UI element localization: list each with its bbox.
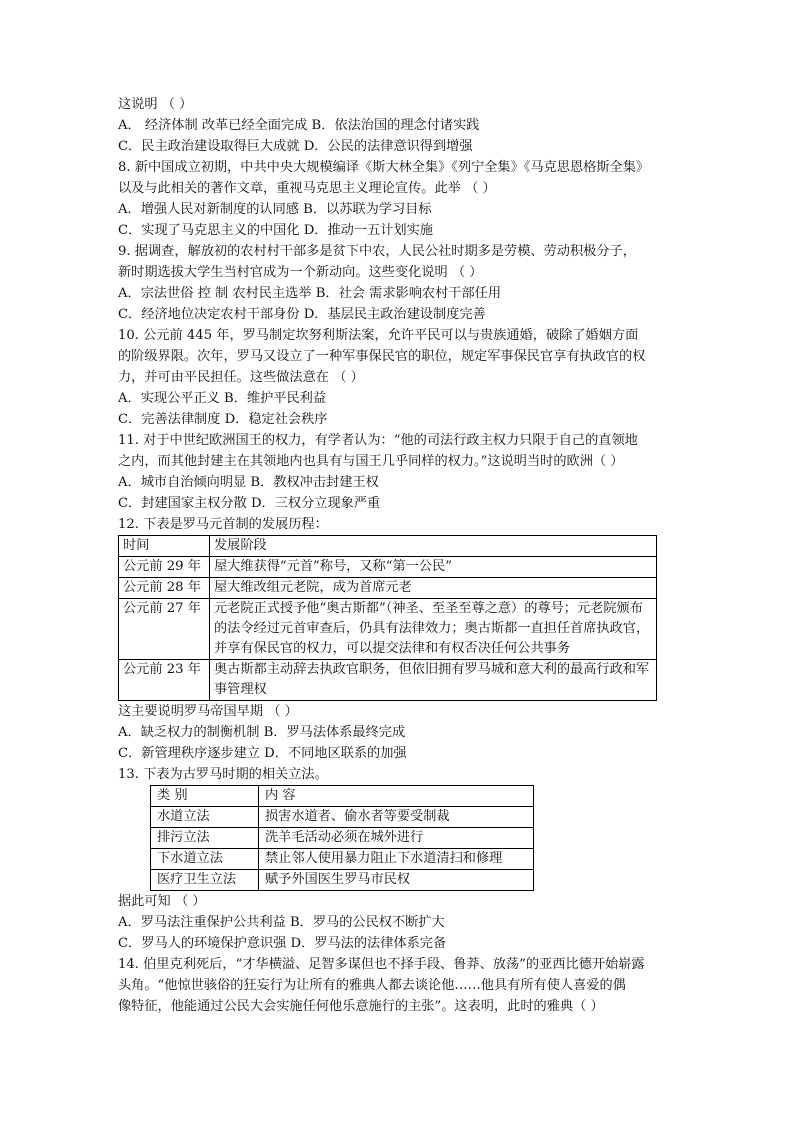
- text-line: 头角。“他惊世骇俗的狂妄行为让所有的雅典人都去谈论他……他具有所有使人喜爱的偶: [118, 978, 626, 993]
- text-line: 据此可知 （ ）: [118, 894, 206, 909]
- table-header-cell: 时间: [119, 536, 210, 557]
- text-line: C．民主政治建设取得巨大成就 D．公民的法律意识得到增强: [118, 139, 473, 154]
- exam-page: [118, 94, 678, 1017]
- text-line: 新时期选拔大学生当村官成为一个新动向。这些变化说明 （ ）: [118, 265, 483, 280]
- text-line: A．缺乏权力的制衡机制 B．罗马法体系最终完成: [118, 725, 406, 740]
- table-header-row: [151, 786, 534, 807]
- table-cell: 赋予外国医生罗马市民权: [259, 870, 534, 891]
- table-row: [119, 599, 657, 660]
- table-header-row: [119, 536, 657, 557]
- questions-block-3: [118, 891, 678, 1017]
- table-cell: 奥古斯都主动辞去执政官职务，但依旧拥有罗马城和意大利的最高行政和军事管理权: [210, 660, 657, 701]
- table-header-cell: 内 容: [259, 786, 534, 807]
- text-line: C．实现了马克思主义的中国化 D．推动一五计划实施: [118, 223, 433, 238]
- table-header-cell: 类 别: [151, 786, 259, 807]
- text-line: 力，并可由平民担任。这些做法意在 （ ）: [118, 370, 364, 385]
- text-line: 9. 据调查，解放初的农村村干部多是贫下中农，人民公社时期多是劳模、劳动积极分子，: [118, 244, 636, 259]
- text-line: 之内，而其他封建主在其领地内也具有与国王几乎同样的权力。”这说明当时的欧洲（ ）: [118, 454, 624, 469]
- text-line: C．经济地位决定农村干部身份 D．基层民主政治建设制度完善: [118, 307, 486, 322]
- table-row: [151, 807, 534, 828]
- principate-table: [118, 535, 657, 701]
- text-line: 像特征，他能通过公民大会实施任何他乐意施行的主张”。这表明，此时的雅典（ ）: [118, 999, 604, 1014]
- text-line: 14. 伯里克利死后，“才华横溢、足智多谋但也不择手段、鲁莽、放荡”的亚西比德开始崭露: [118, 957, 645, 972]
- questions-block-1: [118, 94, 678, 535]
- table-cell: 排污立法: [151, 828, 259, 849]
- table-row: [119, 578, 657, 599]
- table-row: [151, 828, 534, 849]
- text-line: A．实现公平正义 B．维护平民利益: [118, 391, 327, 406]
- table-row: [151, 849, 534, 870]
- text-line: 这说明 （ ）: [118, 97, 193, 112]
- text-line: A．宗法世俗 控 制 农村民主选举 B．社会 需求影响农村干部任用: [118, 286, 502, 301]
- text-line: C．封建国家主权分散 D．三权分立现象严重: [118, 496, 381, 511]
- table-cell: 水道立法: [151, 807, 259, 828]
- text-line: 这主要说明罗马帝国早期 （ ）: [118, 704, 298, 719]
- table-cell: 禁止邻人使用暴力阻止下水道清扫和修理: [259, 849, 534, 870]
- text-line: 以及与此相关的著作文章，重视马克思主义理论宣传。此举 （ ）: [118, 181, 496, 196]
- table-cell: 公元前 29 年: [119, 557, 210, 578]
- table-cell: 公元前 23 年: [119, 660, 210, 701]
- table-cell: 医疗卫生立法: [151, 870, 259, 891]
- legislation-table: [150, 785, 534, 891]
- text-line: C．新管理秩序逐步建立 D．不同地区联系的加强: [118, 746, 407, 761]
- table-cell: 屋大维改组元老院，成为首席元老: [210, 578, 657, 599]
- text-line: A．增强人民对新制度的认同感 B．以苏联为学习目标: [118, 202, 432, 217]
- table-cell: 下水道立法: [151, 849, 259, 870]
- table-cell: 元老院正式授予他“奥古斯都”（神圣、至圣至尊之意）的尊号；元老院颁布的法令经过元首审查后，仍具有法律效力；奥古斯都一直担任首席执政官，并享有保民官的权力，可以提交法律和有权否决任何公共事务: [210, 599, 657, 660]
- table-row: [119, 557, 657, 578]
- table-row: [151, 870, 534, 891]
- text-line: A．城市自治倾向明显 B．教权冲击封建王权: [118, 475, 379, 490]
- text-line: 13. 下表为古罗马时期的相关立法。: [118, 767, 328, 782]
- text-line: 8. 新中国成立初期，中共中央大规模编译《斯大林全集》《列宁全集》《马克思恩格斯全集》: [118, 160, 650, 175]
- text-line: 12. 下表是罗马元首制的发展历程：: [118, 517, 328, 532]
- table-cell: 损害水道者、偷水者等要受制裁: [259, 807, 534, 828]
- questions-block-2: [118, 701, 678, 785]
- table-header-cell: 发展阶段: [210, 536, 657, 557]
- text-line: C．罗马人的环境保护意识强 D．罗马法的法律体系完备: [118, 936, 447, 951]
- table-cell: 洗羊毛活动必须在城外进行: [259, 828, 534, 849]
- text-line: A． 经济体制 改革已经全面完成 B．依法治国的理念付诸实践: [118, 118, 480, 133]
- table-cell: 屋大维获得“元首”称号，又称“第一公民”: [210, 557, 657, 578]
- text-line: 的阶级界限。次年，罗马又设立了一种军事保民官的职位，规定军事保民官享有执政官的权: [118, 349, 646, 364]
- text-line: A．罗马法注重保护公共利益 B．罗马的公民权不断扩大: [118, 915, 445, 930]
- table-cell: 公元前 27 年: [119, 599, 210, 660]
- text-line: C．完善法律制度 D．稳定社会秩序: [118, 412, 328, 427]
- text-line: 10. 公元前 445 年，罗马制定坎努利斯法案，允许平民可以与贵族通婚，破除了婚姻方面: [118, 328, 639, 343]
- text-line: 11. 对于中世纪欧洲国王的权力，有学者认为：“他的司法行政主权力只限于自己的直领地: [118, 433, 638, 448]
- table-row: [119, 660, 657, 701]
- table-cell: 公元前 28 年: [119, 578, 210, 599]
